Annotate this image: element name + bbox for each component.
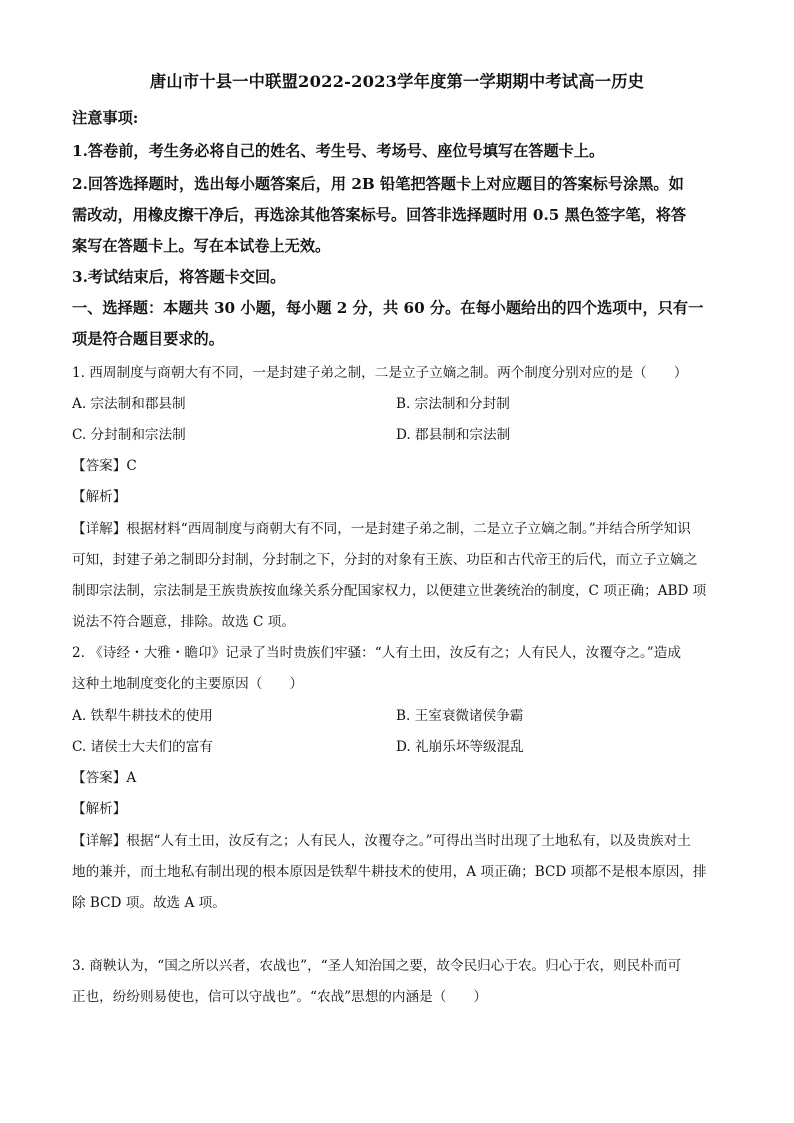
q1-option-a: A. 宗法制和郡县制	[72, 396, 186, 412]
q2-detail-line-1: 【详解】根据“人有土田，汝反有之；人有民人，汝覆夺之。”可得出当时出现了土地私有，以及贵族对土	[72, 833, 691, 849]
q2-option-c: C. 诸侯士大夫们的富有	[72, 739, 213, 755]
notice-item-2-line-3: 案写在答题卡上。写在本试卷上无效。	[72, 237, 331, 255]
q2-answer: 【答案】A	[72, 770, 137, 786]
section-heading-line-2: 项是符合题目要求的。	[72, 330, 224, 348]
q2-option-b: B. 王室衰微诸侯争霸	[396, 708, 524, 724]
section-heading-line-1: 一、选择题：本题共 30 小题，每小题 2 分，共 60 分。在每小题给出的四个选项中，只有一	[72, 299, 704, 317]
q2-option-a: A. 铁犁牛耕技术的使用	[72, 708, 213, 724]
q2-analysis-label: 【解析】	[72, 801, 127, 817]
q1-analysis-label: 【解析】	[72, 489, 127, 505]
q2-detail-line-3: 除 BCD 项。故选 A 项。	[72, 895, 226, 911]
q1-option-b: B. 宗法制和分封制	[396, 396, 510, 412]
notice-item-2-line-1: 2.回答选择题时，选出每小题答案后，用 2B 铅笔把答题卡上对应题目的答案标号涂黑。如	[72, 175, 684, 193]
q1-answer: 【答案】C	[72, 458, 137, 474]
notice-item-2-line-2: 需改动，用橡皮擦干净后，再选涂其他答案标号。回答非选择题时用 0.5 黑色签字笔，将答	[72, 206, 687, 224]
q1-detail-line-2: 可知，封建子弟之制即分封制，分封制之下，分封的对象有王族、功臣和古代帝王的后代，而立子立嫡之	[72, 552, 698, 568]
q1-detail-line-4: 说法不符合题意，排除。故选 C 项。	[72, 614, 295, 630]
notice-item-1: 1.答卷前，考生务必将自己的姓名、考生号、考场号、座位号填写在答题卡上。	[72, 142, 605, 160]
page-title: 唐山市十县一中联盟2022-2023学年度第一学期期中考试高一历史	[149, 72, 645, 91]
q1-detail-line-1: 【详解】根据材料“西周制度与商朝大有不同，一是封建子弟之制，二是立子立嫡之制。”并结合所学知识	[72, 521, 691, 537]
q2-stem-line-1: 2. 《诗经・大雅・瞻卬》记录了当时贵族们牢骚：“人有土田，汝反有之；人有民人，汝覆夺之。”造成	[72, 645, 681, 661]
q2-stem-line-2: 这种土地制度变化的主要原因（ ）	[72, 676, 304, 692]
q1-detail-line-3: 制即宗法制，宗法制是王族贵族按血缘关系分配国家权力，以便建立世袭统治的制度，C 项正确；ABD 项	[72, 583, 707, 599]
q1-option-d: D. 郡县制和宗法制	[396, 427, 511, 443]
q2-option-d: D. 礼崩乐坏等级混乱	[396, 739, 524, 755]
notice-heading: 注意事项:	[72, 109, 139, 127]
q3-stem-line-2: 正也，纷纷则易使也，信可以守战也”。“农战”思想的内涵是（ ）	[72, 989, 488, 1005]
q1-stem: 1. 西周制度与商朝大有不同，一是封建子弟之制，二是立子立嫡之制。两个制度分别对应的是（ ）	[72, 365, 688, 381]
q1-option-c: C. 分封制和宗法制	[72, 427, 186, 443]
notice-item-3: 3.考试结束后，将答题卡交回。	[72, 268, 286, 286]
q2-detail-line-2: 地的兼并，而土地私有制出现的根本原因是铁犁牛耕技术的使用，A 项正确；BCD 项都不是根本原因，排	[72, 864, 707, 880]
q3-stem-line-1: 3. 商鞅认为，“国之所以兴者，农战也”，“圣人知治国之要，故令民归心于农。归心于农，则民朴而可	[72, 958, 682, 974]
